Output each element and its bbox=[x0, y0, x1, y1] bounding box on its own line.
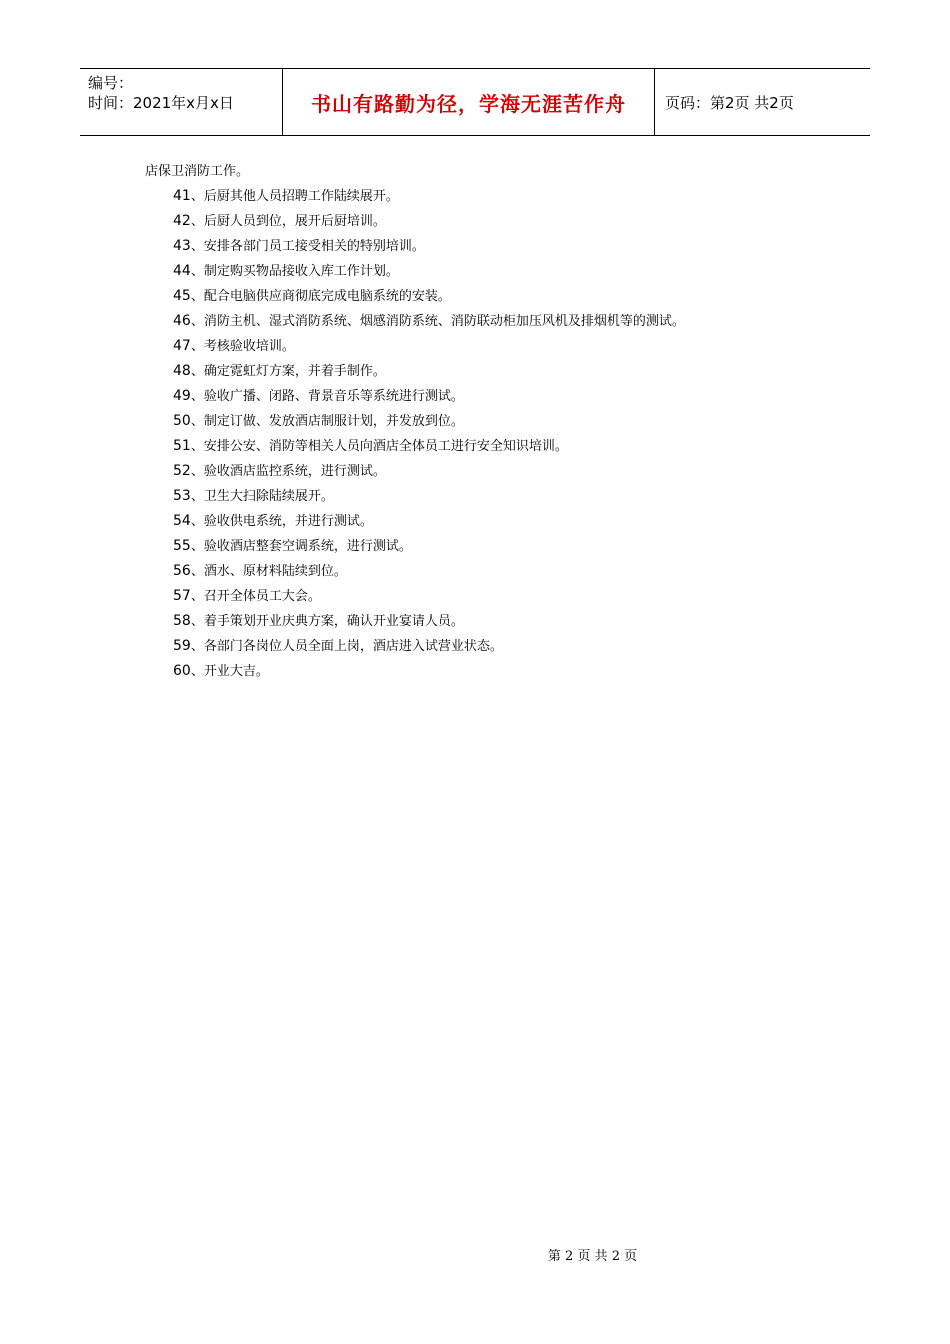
list-item-number: 47 bbox=[173, 338, 191, 354]
list-item-text: 、酒水、原材料陆续到位。 bbox=[190, 564, 347, 579]
continuation-line: 店保卫消防工作。 bbox=[145, 164, 250, 179]
list-item bbox=[145, 484, 845, 509]
list-item-number: 58 bbox=[173, 613, 191, 629]
list-item-text: 、验收广播、闭路、背景音乐等系统进行测试。 bbox=[190, 389, 464, 404]
list-item bbox=[145, 259, 845, 284]
list-item bbox=[145, 659, 845, 684]
list-item-number: 57 bbox=[173, 588, 191, 604]
list-item bbox=[145, 509, 845, 534]
list-item-number: 53 bbox=[173, 488, 191, 504]
list-item-text: 、开业大吉。 bbox=[190, 664, 269, 679]
list-item bbox=[145, 584, 845, 609]
list-item-number: 43 bbox=[173, 238, 191, 254]
list-item-text: 、各部门各岗位人员全面上岗，酒店进入试营业状态。 bbox=[190, 639, 503, 654]
list-item-number: 49 bbox=[173, 388, 191, 404]
list-item bbox=[145, 559, 845, 584]
header-left-cell bbox=[80, 69, 282, 135]
list-item bbox=[145, 284, 845, 309]
list-item-text: 、配合电脑供应商彻底完成电脑系统的安装。 bbox=[190, 289, 451, 304]
list-item-text: 、制定购买物品接收入库工作计划。 bbox=[190, 264, 399, 279]
numbered-list bbox=[145, 184, 845, 684]
list-item bbox=[145, 534, 845, 559]
list-item-text: 、安排各部门员工接受相关的特别培训。 bbox=[190, 239, 425, 254]
list-item-text: 、后厨其他人员招聘工作陆续展开。 bbox=[190, 189, 399, 204]
list-item-number: 52 bbox=[173, 463, 191, 479]
list-item bbox=[145, 209, 845, 234]
list-item-number: 54 bbox=[173, 513, 191, 529]
list-item-text: 、召开全体员工大会。 bbox=[190, 589, 321, 604]
header-motto-cell bbox=[282, 69, 655, 135]
list-item-text: 、验收供电系统，并进行测试。 bbox=[190, 514, 373, 529]
list-item-number: 45 bbox=[173, 288, 191, 304]
document-time-label: 时间：2021年x月x日 bbox=[88, 94, 234, 112]
list-item-number: 50 bbox=[173, 413, 191, 429]
list-item-text: 、消防主机、湿式消防系统、烟感消防系统、消防联动柜加压风机及排烟机等的测试。 bbox=[190, 314, 685, 329]
header-page-info: 页码：第2页 共2页 bbox=[665, 93, 794, 112]
list-item-number: 55 bbox=[173, 538, 191, 554]
header-motto: 书山有路勤为径，学海无涯苦作舟 bbox=[311, 91, 626, 116]
list-item-number: 46 bbox=[173, 313, 191, 329]
list-item-text: 、验收酒店整套空调系统，进行测试。 bbox=[190, 539, 412, 554]
list-item-number: 48 bbox=[173, 363, 191, 379]
list-item bbox=[145, 384, 845, 409]
list-item-number: 51 bbox=[173, 438, 191, 454]
list-item-number: 42 bbox=[173, 213, 191, 229]
list-item bbox=[145, 609, 845, 634]
list-item bbox=[145, 409, 845, 434]
list-item-text: 、制定订做、发放酒店制服计划，并发放到位。 bbox=[190, 414, 464, 429]
page-header bbox=[80, 68, 870, 136]
page-footer: 第 2 页 共 2 页 bbox=[547, 1249, 638, 1264]
list-item bbox=[145, 234, 845, 259]
list-item-text: 、着手策划开业庆典方案，确认开业宴请人员。 bbox=[190, 614, 464, 629]
list-item bbox=[145, 459, 845, 484]
list-item bbox=[145, 334, 845, 359]
document-body bbox=[145, 159, 845, 684]
header-page-cell bbox=[655, 69, 870, 135]
list-item bbox=[145, 309, 845, 334]
list-item bbox=[145, 434, 845, 459]
list-item-number: 59 bbox=[173, 638, 191, 654]
list-item-number: 44 bbox=[173, 263, 191, 279]
list-item-text: 、验收酒店监控系统，进行测试。 bbox=[190, 464, 386, 479]
list-item-text: 、安排公安、消防等相关人员向酒店全体员工进行安全知识培训。 bbox=[190, 439, 568, 454]
list-item-number: 60 bbox=[173, 663, 191, 679]
list-item-number: 41 bbox=[173, 188, 191, 204]
list-item-text: 、卫生大扫除陆续展开。 bbox=[190, 489, 334, 504]
list-item bbox=[145, 634, 845, 659]
list-item bbox=[145, 359, 845, 384]
list-item-text: 、后厨人员到位，展开后厨培训。 bbox=[190, 214, 386, 229]
list-item-text: 、考核验收培训。 bbox=[190, 339, 295, 354]
list-item-text: 、确定霓虹灯方案，并着手制作。 bbox=[190, 364, 386, 379]
list-item-number: 56 bbox=[173, 563, 191, 579]
list-item bbox=[145, 184, 845, 209]
document-number-label: 编号： bbox=[88, 74, 134, 92]
